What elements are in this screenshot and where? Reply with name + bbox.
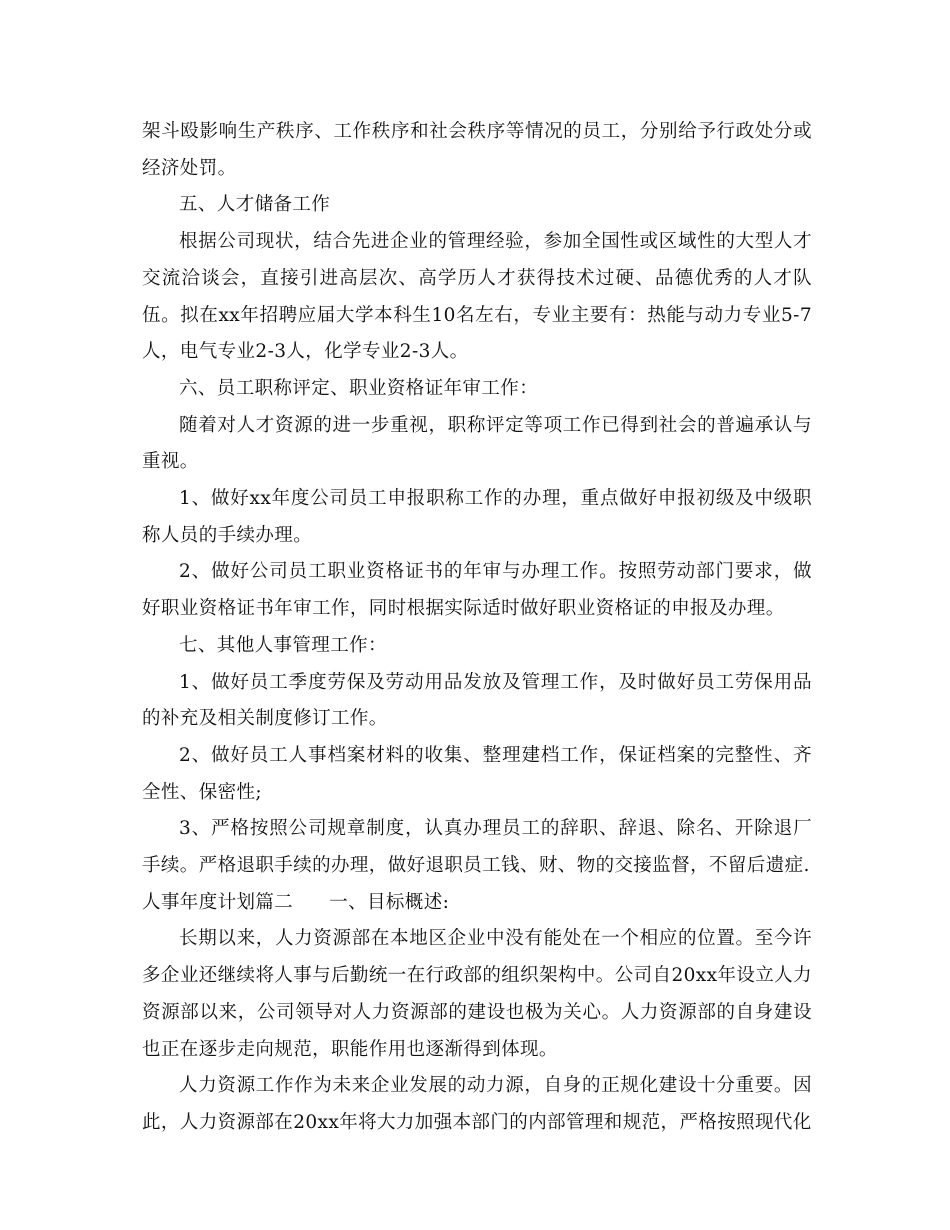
paragraph: 长期以来，人力资源部在本地区企业中没有能处在一个相应的位置。至今许多企业还继续将人事与后勤统一在行政部的组织架构中。公司自20xx年设立人力资源部以来，公司领导对人力资源部的建设也极为关心。人力资源部的自身建设也正在逐步走向规范，职能作用也逐渐得到体现。 bbox=[142, 928, 812, 1060]
paragraph: 3、严格按照公司规章制度，认真办理员工的辞职、辞退、除名、开除退厂手续。严格退职手续的办理，做好退职员工钱、财、物的交接监督，不留后遗症. bbox=[142, 818, 812, 877]
paragraph: 2、做好公司员工职业资格证书的年审与办理工作。按照劳动部门要求，做好职业资格证书年审工作，同时根据实际适时做好职业资格证的申报及办理。 bbox=[142, 561, 812, 620]
paragraph: 根据公司现状，结合先进企业的管理经验，参加全国性或区域性的大型人才交流洽谈会，直接引进高层次、高学历人才获得技术过硬、品德优秀的人才队伍。拟在xx年招聘应届大学本科生10名左右，专业主要有：热能与动力专业5-7人，电气专业2-3人，化学专业2-3人。 bbox=[142, 231, 812, 363]
paragraph: 1、做好xx年度公司员工申报职称工作的办理，重点做好申报初级及中级职称人员的手续办理。 bbox=[142, 488, 812, 546]
paragraph: 架斗殴影响生产秩序、工作秩序和社会秩序等情况的员工，分别给予行政处分或经济处罚。 bbox=[142, 121, 812, 179]
document-body bbox=[142, 114, 812, 1142]
paragraph: 2、做好员工人事档案材料的收集、整理建档工作，保证档案的完整性、齐全性、保密性; bbox=[142, 744, 812, 803]
section-heading: 一、目标概述: bbox=[329, 891, 450, 913]
section-heading: 七、其他人事管理工作： bbox=[179, 634, 387, 656]
plan-title: 人事年度计划篇二 bbox=[142, 891, 294, 913]
paragraph: 人力资源工作作为未来企业发展的动力源，自身的正规化建设十分重要。因此，人力资源部在20xx年将大力加强本部门的内部管理和规范，严格按照现代化 bbox=[142, 1075, 812, 1133]
section-heading: 五、人才储备工作 bbox=[179, 194, 331, 216]
section-heading: 六、员工职称评定、职业资格证年审工作： bbox=[179, 377, 539, 399]
plan-title-line bbox=[142, 885, 812, 922]
paragraph: 随着对人才资源的进一步重视，职称评定等项工作已得到社会的普遍承认与重视。 bbox=[142, 414, 812, 473]
paragraph: 1、做好员工季度劳保及劳动用品发放及管理工作，及时做好员工劳保用品的补充及相关制度修订工作。 bbox=[142, 671, 812, 730]
